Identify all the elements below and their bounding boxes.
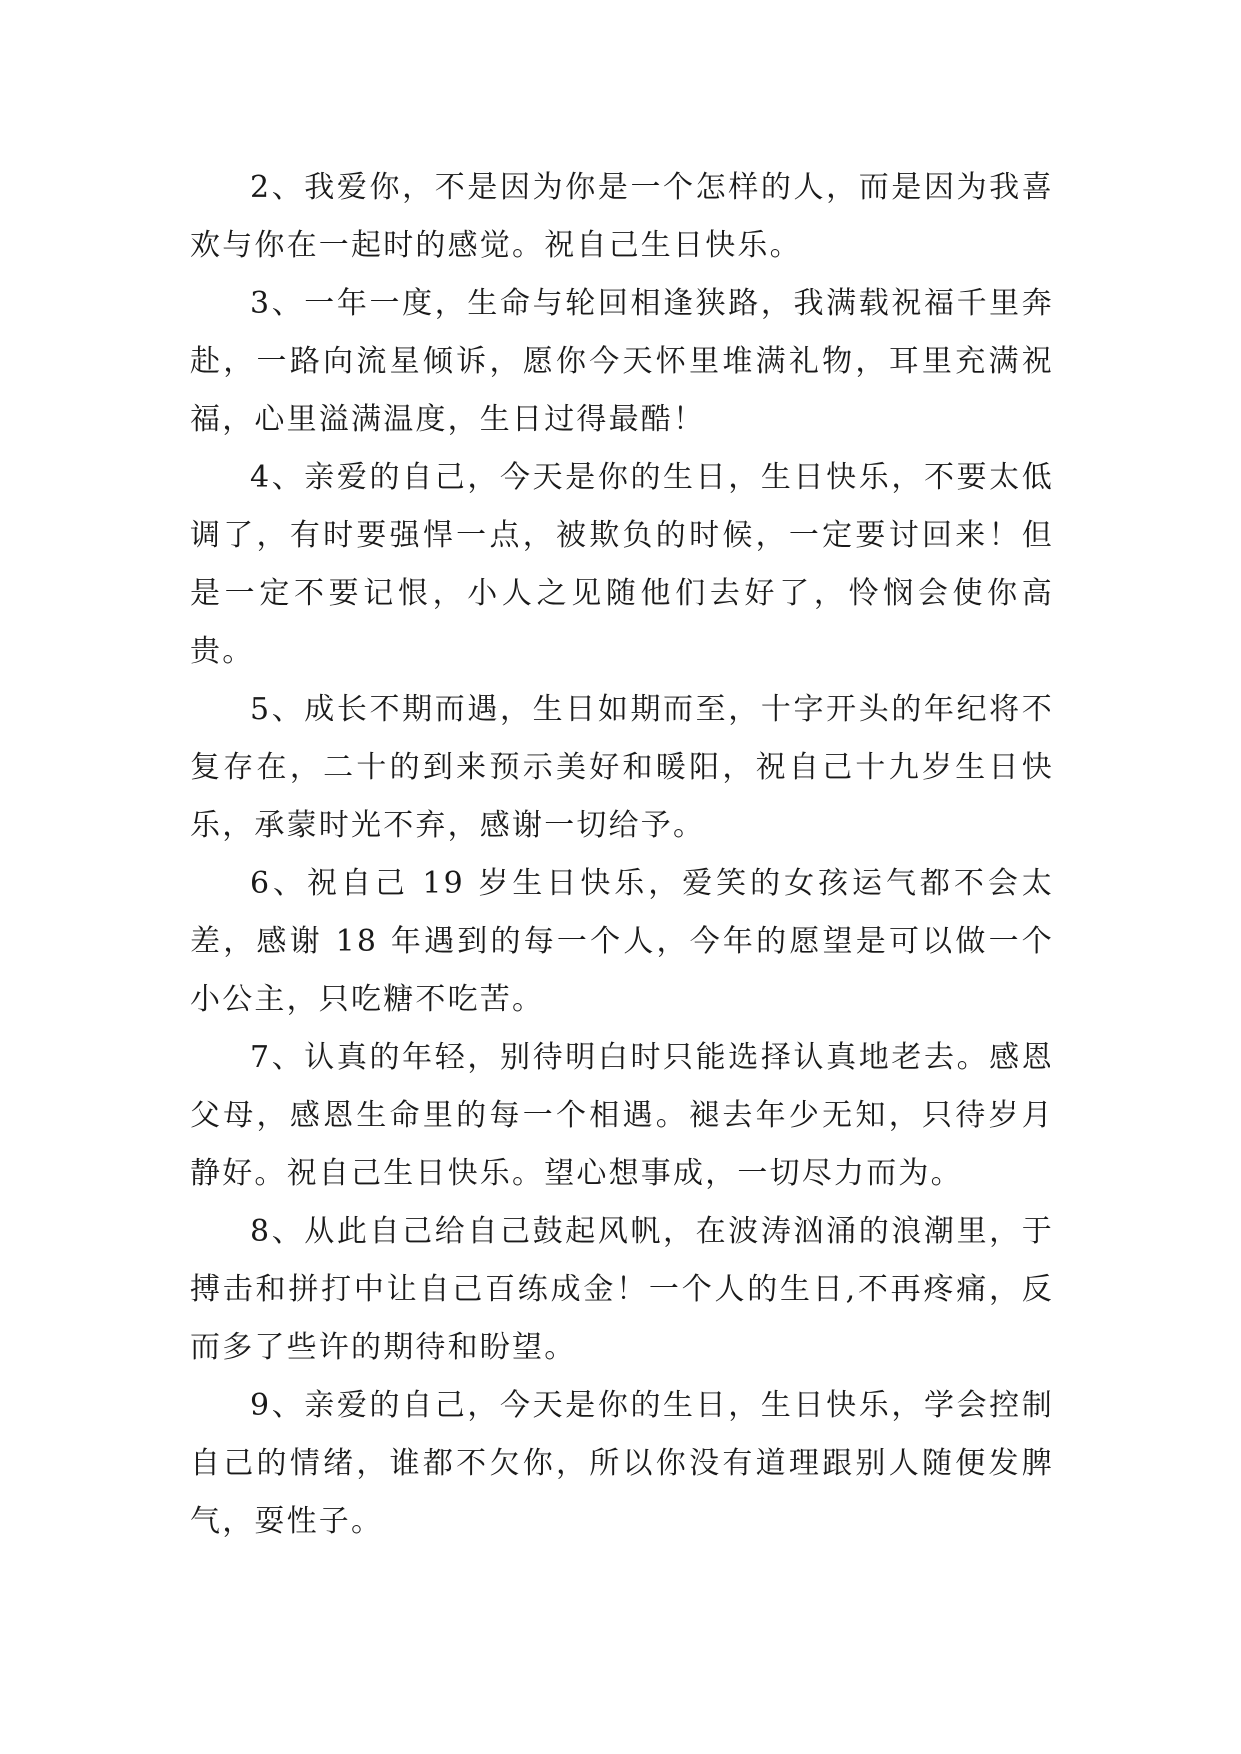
paragraph-7: 7、认真的年轻，别待明白时只能选择认真地老去。感恩父母，感恩生命里的每一个相遇。褪去年少无知，只待岁月静好。祝自己生日快乐。望心想事成，一切尽力而为。 — [190, 1040, 1054, 1191]
paragraph-8: 8、从此自己给自己鼓起风帆，在波涛汹涌的浪潮里，于搏击和拼打中让自己百练成金！一个人的生日,不再疼痛，反而多了些许的期待和盼望。 — [190, 1214, 1054, 1365]
paragraph-5: 5、成长不期而遇，生日如期而至，十字开头的年纪将不复存在，二十的到来预示美好和暖阳，祝自己十九岁生日快乐，承蒙时光不弃，感谢一切给予。 — [190, 692, 1054, 843]
paragraph-6: 6、祝自己 19 岁生日快乐，爱笑的女孩运气都不会太差，感谢 18 年遇到的每一个人，今年的愿望是可以做一个小公主，只吃糖不吃苦。 — [190, 866, 1054, 1017]
paragraph-9: 9、亲爱的自己，今天是你的生日，生日快乐，学会控制自己的情绪，谁都不欠你，所以你没有道理跟别人随便发脾气，耍性子。 — [190, 1388, 1054, 1539]
paragraph-2: 2、我爱你，不是因为你是一个怎样的人，而是因为我喜欢与你在一起时的感觉。祝自己生日快乐。 — [190, 170, 1054, 263]
document-body — [190, 159, 1054, 1551]
paragraph-3: 3、一年一度，生命与轮回相逢狭路，我满载祝福千里奔赴，一路向流星倾诉，愿你今天怀里堆满礼物，耳里充满祝福，心里溢满温度，生日过得最酷！ — [190, 286, 1054, 437]
paragraph-4: 4、亲爱的自己，今天是你的生日，生日快乐，不要太低调了，有时要强悍一点，被欺负的时候，一定要讨回来！但是一定不要记恨，小人之见随他们去好了，怜悯会使你高贵。 — [190, 460, 1054, 669]
